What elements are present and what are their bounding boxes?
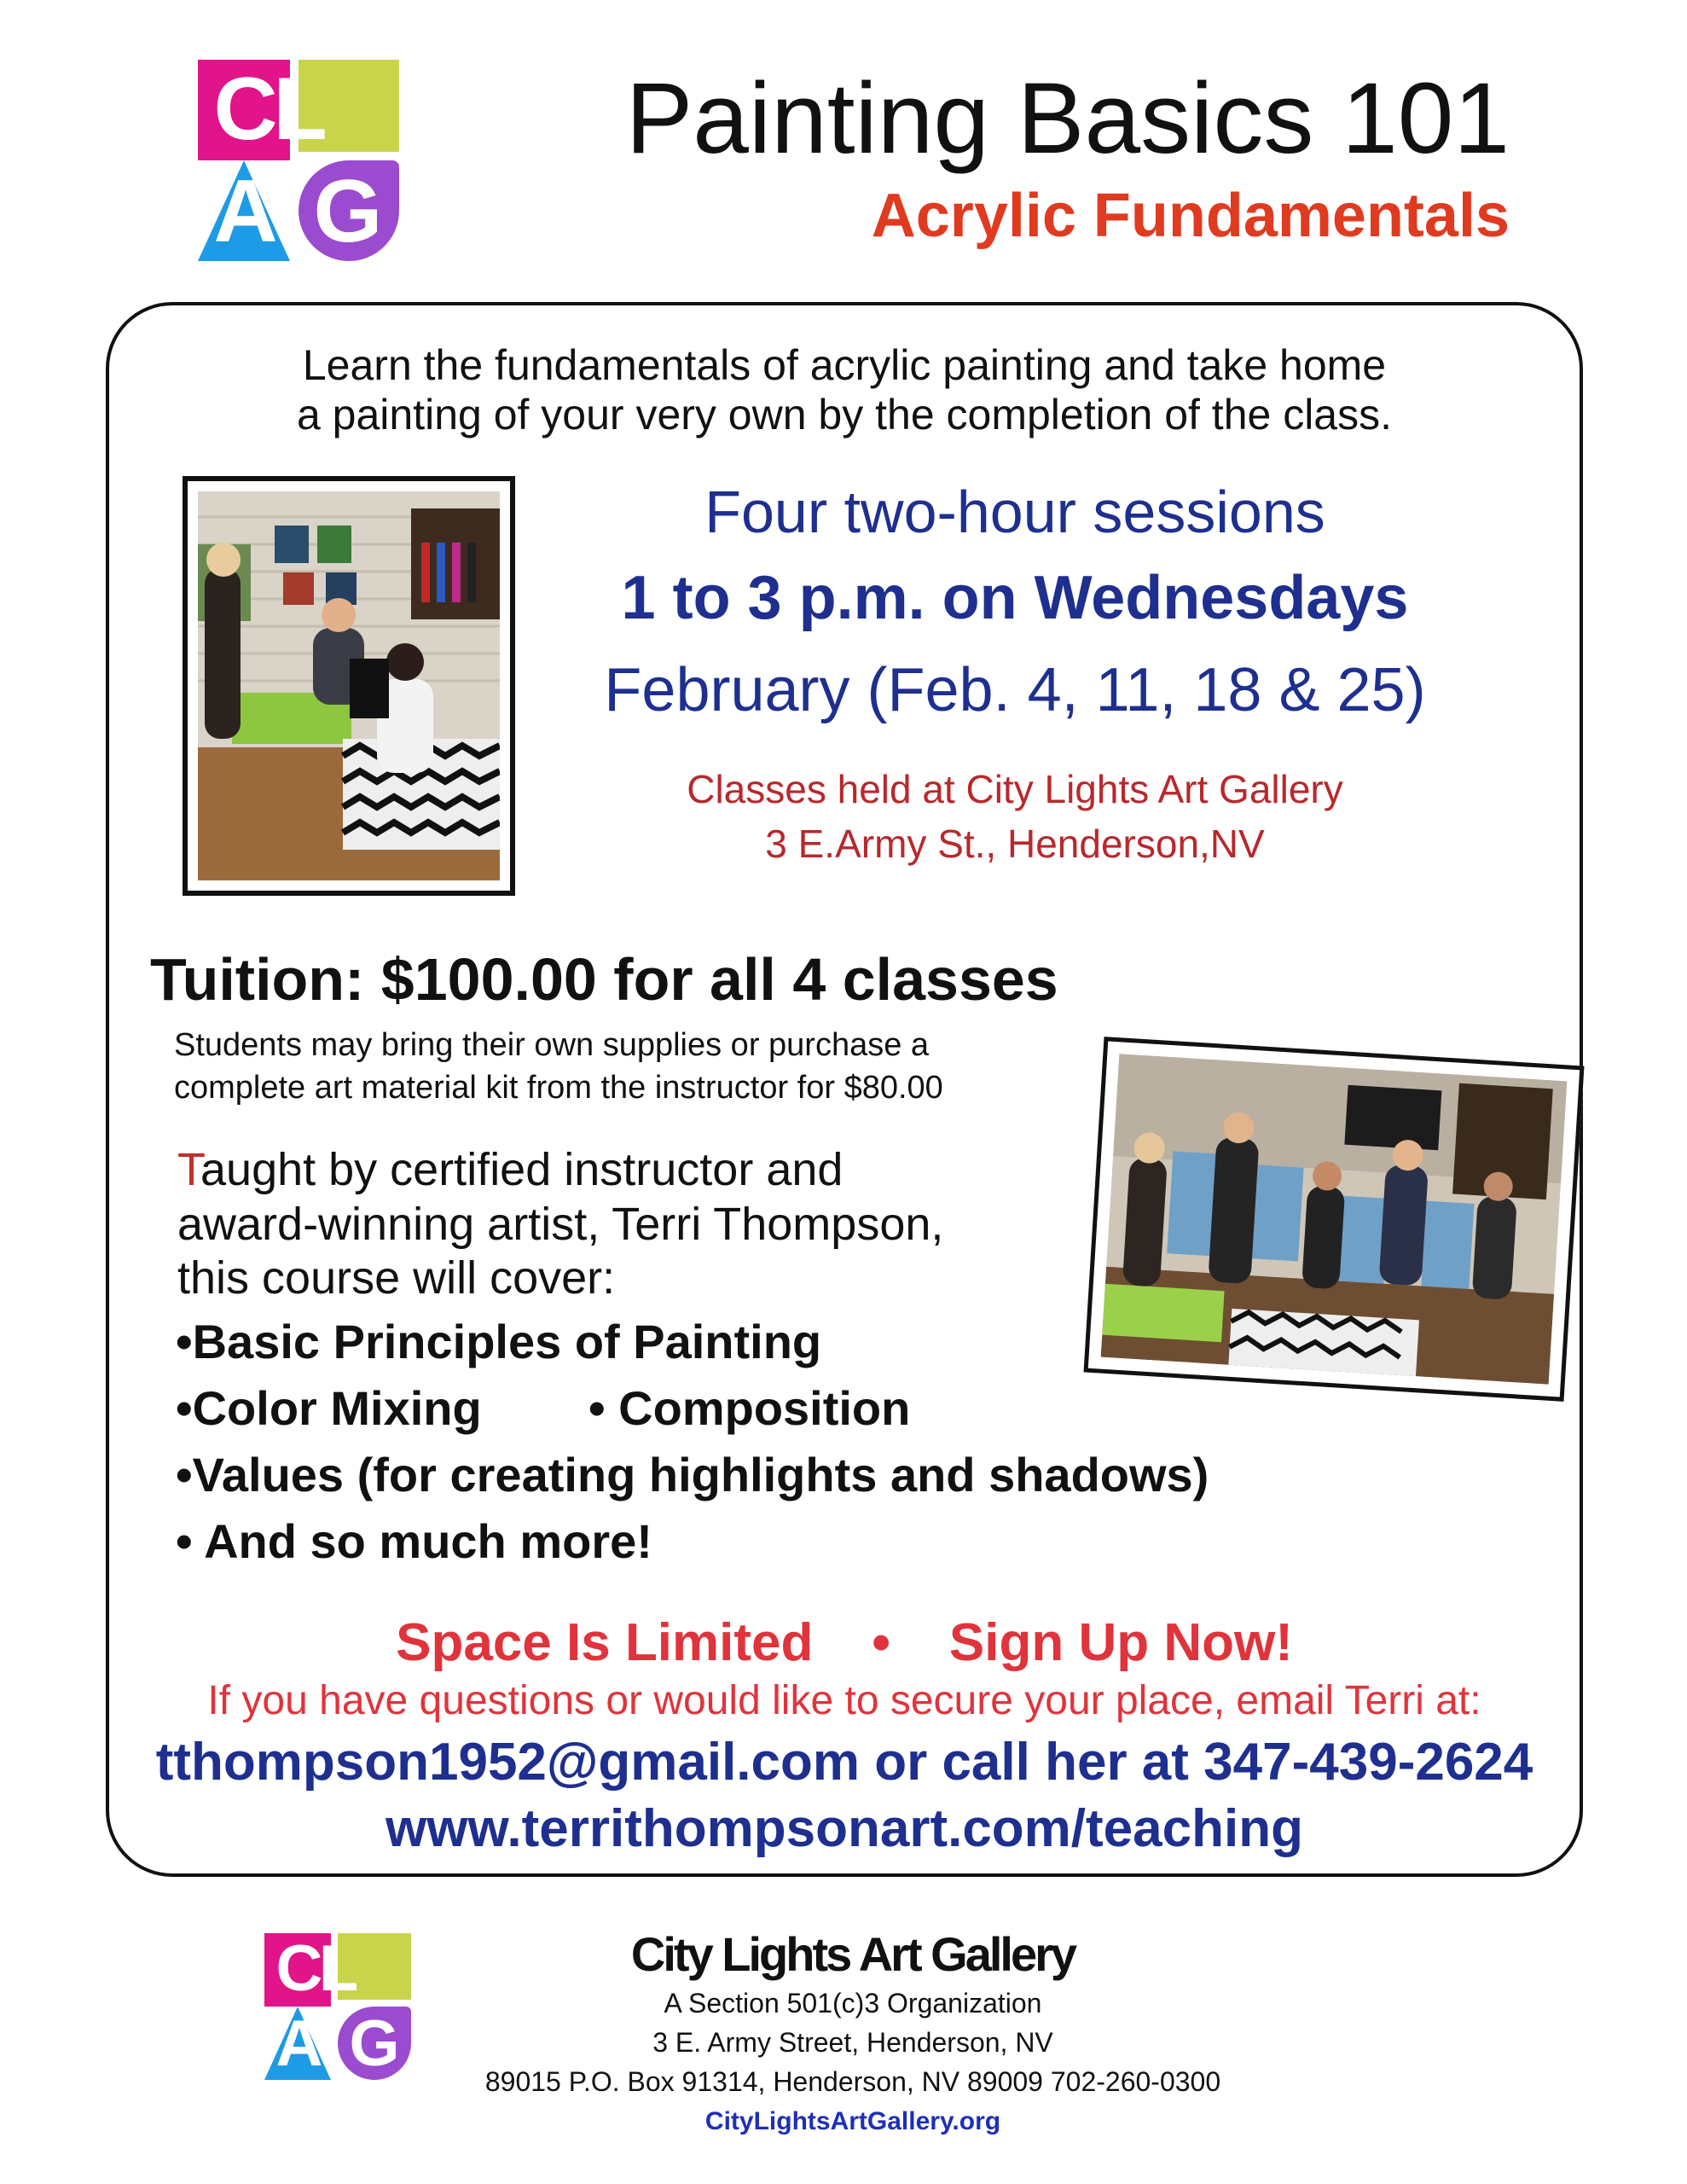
cta-line	[256, 1612, 1433, 1673]
space-limited-text: Space Is Limited	[396, 1613, 814, 1672]
instructor-line-1: aught by certified instructor and	[200, 1144, 844, 1195]
location-line-1: Classes held at City Lights Art Gallery	[687, 767, 1343, 811]
class-photo-2-image	[1101, 1054, 1568, 1384]
contact-prompt: If you have questions or would like to secure your place, email Terri at:	[207, 1678, 1481, 1723]
instructor-initial: T	[177, 1144, 200, 1195]
gallery-org-type: A Section 501(c)3 Organization	[664, 1988, 1042, 2018]
supplies-line-2: complete art material kit from the instructor for $80.00	[174, 1070, 943, 1107]
topic-more: • And so much more!	[176, 1514, 652, 1568]
intro-text	[171, 341, 1518, 439]
tuition-headline: Tuition: $100.00 for all 4 classes	[150, 946, 1058, 1013]
class-photo-1-image	[198, 491, 500, 880]
gallery-logo-top	[198, 60, 399, 261]
logo-letter-l: L	[273, 60, 328, 159]
page-title: Painting Basics 101	[625, 62, 1510, 175]
logo-bottom-letter-a: A	[275, 2007, 323, 2080]
instructor-text	[177, 1143, 943, 1306]
topic-color-mixing: •Color Mixing	[176, 1381, 482, 1435]
intro-line-2: a painting of your very own by the completion of the class.	[296, 390, 1393, 439]
cta-separator: •	[872, 1613, 891, 1672]
class-photo-2	[1083, 1037, 1584, 1402]
logo-bottom-letter-g: G	[349, 2007, 400, 2080]
logo-letter-g: G	[313, 162, 383, 261]
logo-bottom-letter-l: L	[318, 1932, 359, 2005]
logo-letter-a: A	[213, 162, 278, 261]
topic-composition: • Composition	[588, 1381, 911, 1435]
topic-values: •Values (for creating highlights and shadows)	[176, 1448, 1209, 1502]
class-time: 1 to 3 p.m. on Wednesdays	[621, 564, 1409, 632]
sessions-text: Four two-hour sessions	[704, 479, 1325, 545]
supplies-line-1: Students may bring their own supplies or purchase a	[174, 1027, 930, 1063]
gallery-po-box-phone: 89015 P.O. Box 91314, Henderson, NV 89009 702-260-0300	[484, 2066, 1221, 2097]
sign-up-text: Sign Up Now!	[948, 1613, 1293, 1672]
gallery-website-link[interactable]: CityLightsArtGallery.org	[704, 2107, 1001, 2135]
page-subtitle: Acrylic Fundamentals	[871, 182, 1510, 250]
teaching-website-link: www.territhompsonart.com/teaching	[386, 1799, 1303, 1858]
logo-bottom-letter-c: C	[275, 1932, 323, 2005]
class-dates: February (Feb. 4, 11, 18 & 25)	[604, 656, 1426, 724]
intro-line-1: Learn the fundamentals of acrylic painting and take home	[302, 341, 1387, 389]
instructor-line-2: award-winning artist, Terri Thompson,	[177, 1198, 944, 1250]
class-photo-1	[183, 476, 515, 896]
supplies-note	[174, 1024, 943, 1109]
gallery-address: 3 E. Army Street, Henderson, NV	[652, 2027, 1053, 2058]
instructor-line-3: this course will cover:	[177, 1252, 616, 1304]
logo-letter-c: C	[213, 60, 278, 159]
location-line-2: 3 E.Army St., Henderson,NV	[765, 822, 1265, 866]
topic-basic-principles: •Basic Principles of Painting	[176, 1315, 822, 1368]
contact-email-phone: tthompson1952@gmail.com or call her at 347-439-2624	[155, 1733, 1533, 1792]
gallery-name: City Lights Art Gallery	[630, 1927, 1075, 1981]
